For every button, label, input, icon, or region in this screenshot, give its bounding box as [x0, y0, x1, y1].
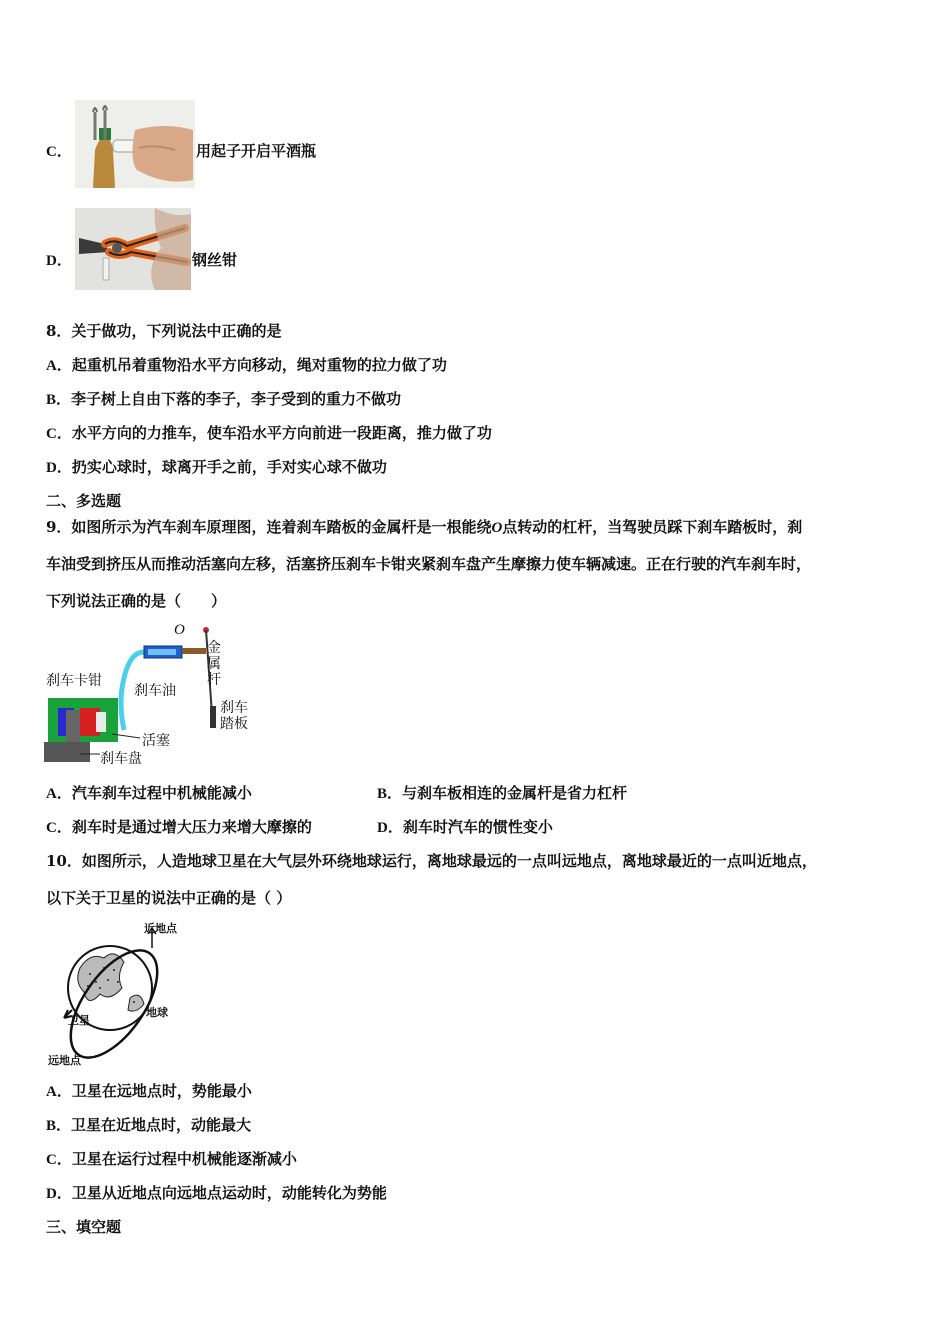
option-letter: B．	[46, 392, 72, 408]
question-stem-line1: 10．如图所示，人造地球卫星在大气层外环绕地球运行，离地球最远的一点叫远地点，离地球最近的一点叫近地点，	[46, 852, 817, 870]
option-text: 卫星在远地点时，势能最小	[71, 1082, 252, 1100]
option-d	[377, 816, 553, 837]
question-stem-line1	[46, 516, 802, 537]
option-d	[46, 456, 387, 477]
option-a	[46, 354, 447, 375]
option-text: 与刹车板相连的金属杆是省力杠杆	[402, 784, 628, 802]
option-text: 水平方向的力推车，使车沿水平方向前进一段距离，推力做了功	[71, 424, 492, 442]
caliper-label: 刹车卡钳	[46, 673, 102, 689]
pivot-label: O	[174, 622, 185, 638]
option-b	[377, 782, 627, 803]
option-c	[46, 422, 492, 443]
rod-label-char: 属	[207, 656, 221, 672]
rod-label	[207, 640, 221, 688]
option-text: 卫星从近地点向远地点运动时，动能转化为势能	[71, 1184, 387, 1202]
option-c	[46, 816, 312, 837]
question-stem-line3: 下列说法正确的是（ ）	[46, 592, 227, 610]
earth-label: 地球	[146, 1006, 168, 1019]
option-letter: A．	[46, 1084, 72, 1100]
perigee-label: 近地点	[144, 922, 177, 935]
disc-label: 刹车盘	[100, 751, 142, 767]
option-letter: B．	[377, 786, 403, 802]
rod-label-char: 金	[207, 640, 221, 656]
section-title: 二、多选题	[46, 492, 122, 510]
bottle-opener-photo	[75, 100, 195, 188]
option-text: 刹车时是通过增大压力来增大摩擦的	[71, 818, 312, 836]
question-stem-line2: 车油受到挤压从而推动活塞向左移，活塞挤压刹车卡钳夹紧刹车盘产生摩擦力使车辆减速。正在行驶的汽车刹车时，	[46, 555, 812, 573]
option-text: 起重机吊着重物沿水平方向移动，绳对重物的拉力做了功	[71, 356, 447, 374]
option-text: 用起子开启平酒瓶	[196, 142, 317, 160]
option-c	[46, 1148, 297, 1169]
option-text: 卫星在运行过程中机械能逐渐减小	[71, 1150, 297, 1168]
option-letter: C．	[46, 1152, 72, 1168]
option-letter: C．	[46, 426, 72, 442]
option-text: 刹车时汽车的惯性变小	[402, 818, 553, 836]
option-letter: A．	[46, 358, 72, 374]
pivot-letter: O	[491, 520, 503, 536]
option-letter: D．	[46, 460, 72, 476]
option-letter: D．	[46, 253, 72, 269]
satellite-label: 卫星	[68, 1014, 90, 1027]
pliers-photo	[75, 208, 191, 290]
apogee-label: 远地点	[48, 1054, 81, 1067]
option-text: 扔实心球时，球离开手之前，手对实心球不做功	[71, 458, 387, 476]
option-b	[46, 1114, 251, 1135]
option-text: 李子树上自由下落的李子，李子受到的重力不做功	[71, 390, 402, 408]
question-stem-line2: 以下关于卫星的说法中正确的是（ ）	[46, 889, 292, 907]
stem-text: 点转动的杠杆，当驾驶员踩下刹车踏板时，刹	[502, 518, 803, 536]
option-text: 卫星在近地点时，动能最大	[71, 1116, 252, 1134]
piston-label: 活塞	[142, 733, 170, 749]
stem-text: 9．如图所示为汽车刹车原理图，连着刹车踏板的金属杆是一根能绕	[46, 518, 492, 536]
option-letter: A．	[46, 786, 72, 802]
pedal-label-line: 踏板	[220, 716, 248, 732]
pedal-label-line: 刹车	[220, 700, 248, 716]
oil-label: 刹车油	[134, 683, 176, 699]
option-d	[46, 1182, 387, 1203]
option-a	[46, 1080, 252, 1101]
brake-diagram	[44, 622, 259, 770]
satellite-orbit-diagram	[44, 918, 184, 1068]
rod-label-char: 杆	[207, 672, 221, 688]
option-letter: D．	[377, 820, 403, 836]
option-text: 钢丝钳	[192, 251, 238, 269]
question-stem: 8．关于做功，下列说法中正确的是	[46, 322, 282, 340]
option-letter: D．	[46, 1186, 72, 1202]
option-letter: C．	[46, 144, 72, 160]
pedal-label	[220, 700, 248, 732]
option-letter: C．	[46, 820, 72, 836]
option-b	[46, 388, 401, 409]
option-letter: B．	[46, 1118, 72, 1134]
option-a	[46, 782, 252, 803]
section-title: 三、填空题	[46, 1218, 122, 1236]
option-text: 汽车刹车过程中机械能减小	[71, 784, 252, 802]
